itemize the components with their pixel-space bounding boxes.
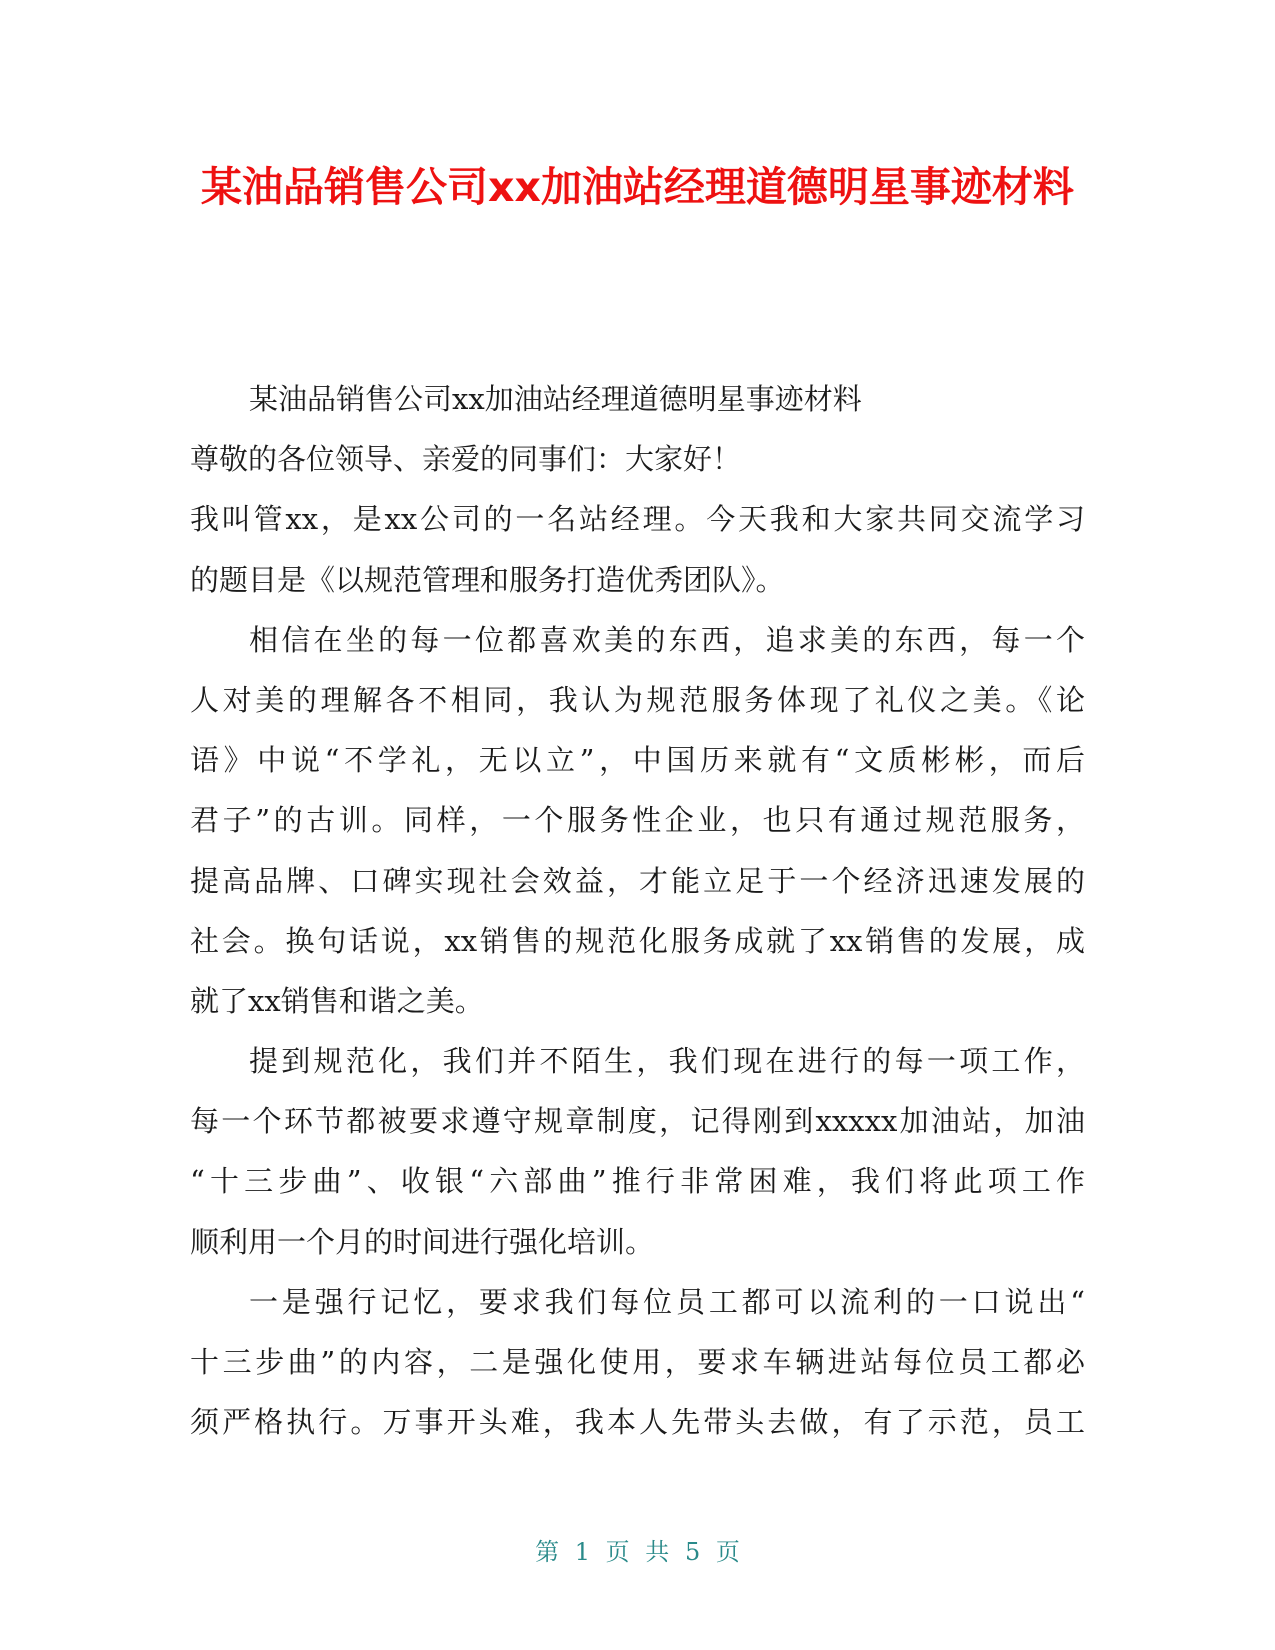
body-line: 顺利用一个月的时间进行强化培训。 xyxy=(190,1224,655,1259)
body-line: 十三步曲”的内容，二是强化使用，要求车辆进站每位员工都必 xyxy=(190,1345,1085,1379)
document-body xyxy=(190,369,1085,1452)
page-number-footer: 第 1 页 共 5 页 xyxy=(535,1538,740,1566)
body-line: 就了xx销售和谐之美。 xyxy=(190,983,484,1018)
body-line: 我叫管xx，是xx公司的一名站经理。今天我和大家共同交流学习 xyxy=(190,502,1085,537)
body-line: 君子”的古训。同样，一个服务性企业，也只有通过规范服务， xyxy=(190,803,1085,838)
document-title: 某油品销售公司xx加油站经理道德明星事迹材料 xyxy=(201,163,1074,211)
body-line: 每一个环节都被要求遵守规章制度，记得刚到xxxxx加油站，加油 xyxy=(190,1104,1085,1139)
body-line: 尊敬的各位领导、亲爱的同事们：大家好！ xyxy=(190,442,742,477)
body-line: 语》中说“不学礼，无以立”，中国历来就有“文质彬彬，而后 xyxy=(190,743,1085,778)
body-line: 人对美的理解各不相同，我认为规范服务体现了礼仪之美。《论 xyxy=(190,682,1085,717)
body-line: 提到规范化，我们并不陌生，我们现在进行的每一项工作， xyxy=(249,1044,1085,1079)
body-line: 须严格执行。万事开头难，我本人先带头去做，有了示范，员工 xyxy=(190,1405,1085,1440)
body-line: 的题目是《以规范管理和服务打造优秀团队》。 xyxy=(190,562,785,597)
body-line: 一是强行记忆，要求我们每位员工都可以流利的一口说出“ xyxy=(249,1284,1085,1319)
body-line: 某油品销售公司xx加油站经理道德明星事迹材料 xyxy=(249,382,862,416)
body-line: 相信在坐的每一位都喜欢美的东西，追求美的东西，每一个 xyxy=(249,622,1085,657)
body-line: “十三步曲”、收银“六部曲”推行非常困难，我们将此项工作 xyxy=(190,1164,1085,1199)
body-line: 社会。换句话说，xx销售的规范化服务成就了xx销售的发展，成 xyxy=(190,923,1085,958)
body-line: 提高品牌、口碑实现社会效益，才能立足于一个经济迅速发展的 xyxy=(190,863,1085,898)
